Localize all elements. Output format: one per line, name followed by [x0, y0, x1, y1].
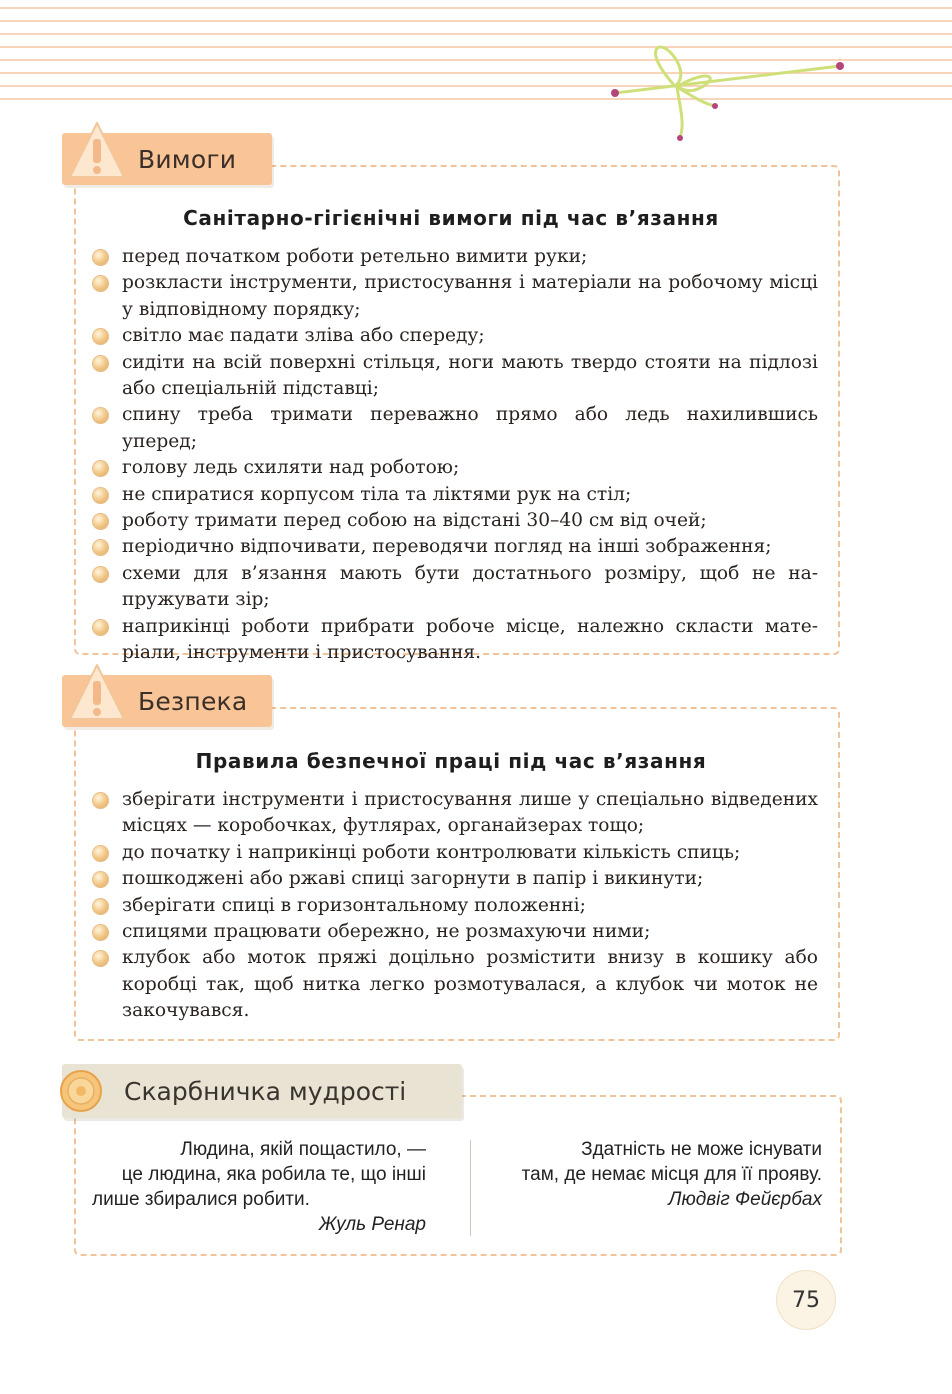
quote-line: Людина, якій пощастило, —: [180, 1139, 426, 1160]
list-item: зберігати спиці в горизонтальному положенні;: [92, 893, 818, 919]
bullet-icon: [92, 924, 109, 941]
bullet-icon: [92, 845, 109, 862]
warning-icon: [68, 121, 126, 183]
wisdom-tag-label: Скарбничка мудрості: [124, 1076, 407, 1106]
list-item: розкласти інструменти, пристосування і матеріали на робочому місці у відповідному порядку;: [92, 270, 818, 323]
bullet-icon: [92, 328, 109, 345]
list-item: схеми для в’язання мають бути достатнього розміру, щоб не напружувати зір;: [92, 561, 818, 614]
wisdom-tag: [62, 1064, 462, 1118]
quote-author: Людвіг Фейєрбах: [668, 1189, 822, 1210]
page-number: 75: [776, 1270, 836, 1330]
bullet-icon: [92, 513, 109, 530]
list-item: сидіти на всій поверхні стільця, ноги мають твердо стояти на підлозі або спеціальній підставці;: [92, 350, 818, 403]
requirements-tag-label: Вимоги: [138, 144, 237, 174]
list-item: роботу тримати перед собою на відстані 30–40 см від очей;: [92, 508, 818, 534]
list-item: наприкінці роботи прибрати робоче місце, належно скласти матеріали, інструменти і пристосування.: [92, 614, 818, 667]
bullet-icon: [92, 871, 109, 888]
quote-author: Жуль Ренар: [318, 1214, 426, 1235]
requirements-heading: Санітарно-гігієнічні вимоги під час в’язання: [183, 206, 719, 230]
warning-icon: [68, 663, 126, 725]
list-item: голову ледь схиляти над роботою;: [92, 455, 818, 481]
bullet-icon: [92, 275, 109, 292]
bullet-icon: [92, 950, 109, 967]
safety-tag: [62, 675, 272, 727]
list-item: спицями працювати обережно, не розмахуючи ними;: [92, 919, 818, 945]
bullet-icon: [92, 539, 109, 556]
list-item: спину треба тримати переважно прямо або ледь нахилившись уперед;: [92, 402, 818, 455]
requirements-section: [62, 133, 840, 664]
quote-left: [92, 1137, 426, 1237]
bullet-icon: [92, 487, 109, 504]
bullet-icon: [92, 792, 109, 809]
bullet-icon: [92, 898, 109, 915]
list-item: світло має падати зліва або спереду;: [92, 323, 818, 349]
safety-heading: Правила безпечної праці під час в’язання: [195, 749, 707, 773]
bullet-icon: [92, 619, 109, 636]
bullet-icon: [92, 249, 109, 266]
quote-line: там, де немає місця для її прояву.: [521, 1164, 822, 1185]
safety-tag-label: Безпека: [138, 686, 248, 716]
bullet-icon: [92, 460, 109, 477]
list-item: не спиратися корпусом тіла та ліктями рук на стіл;: [92, 482, 818, 508]
requirements-tag: [62, 133, 272, 185]
bullet-icon: [92, 566, 109, 583]
list-item: періодично відпочивати, переводячи погляд на інші зображення;: [92, 534, 818, 560]
safety-section: [62, 675, 840, 1041]
bullet-icon: [92, 355, 109, 372]
bullet-icon: [92, 407, 109, 424]
quote-right: [496, 1137, 822, 1212]
quote-divider: [470, 1140, 471, 1236]
list-item: клубок або моток пряжі доцільно розмістити внизу в кошику або коробці так, щоб нитка легко розмотувалася, а клубок чи моток не закочувався.: [92, 945, 818, 1024]
safety-list: [92, 787, 818, 1025]
list-item: перед початком роботи ретельно вимити руки;: [92, 244, 818, 270]
list-item: до початку і наприкінці роботи контролювати кількість спиць;: [92, 840, 818, 866]
list-item: пошкоджені або ржаві спиці загорнути в папір і викинути;: [92, 866, 818, 892]
coin-icon: [60, 1070, 102, 1112]
quote-line: лише збиралися робити.: [92, 1189, 310, 1210]
quote-line: Здатність не може існувати: [581, 1139, 822, 1160]
list-item: зберігати інструменти і пристосування лише у спеціально відведених місцях — коробочках, футлярах, органайзерах тощо;: [92, 787, 818, 840]
ribbon-bow-decoration: [600, 38, 870, 148]
quote-line: це людина, яка робила те, що інші: [121, 1164, 426, 1185]
requirements-list: [92, 244, 818, 667]
